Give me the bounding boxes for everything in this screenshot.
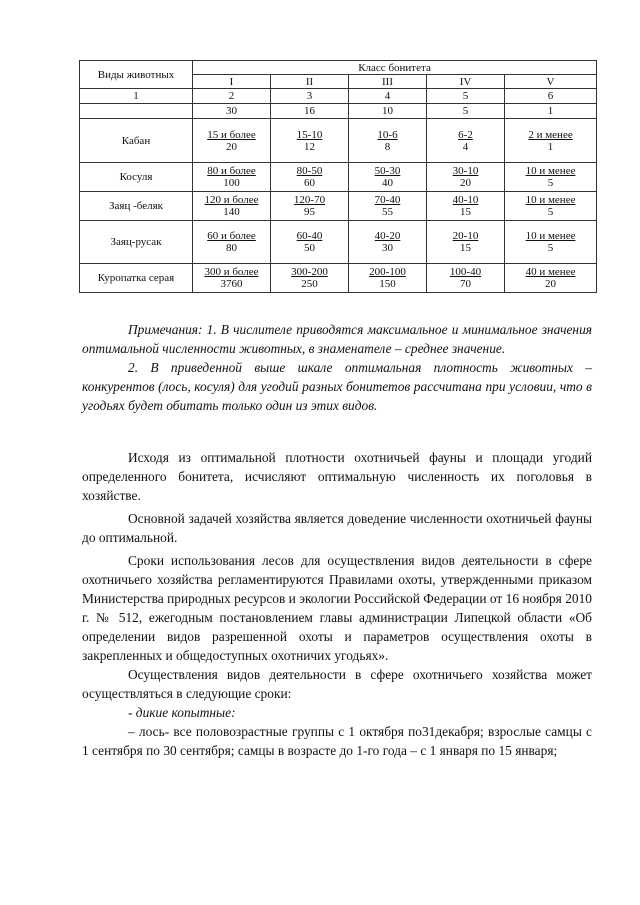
table-notes [82,320,592,415]
area-cell: 1 [505,104,597,119]
paragraph-periods: Осуществления видов деятельности в сфере охотничьего хозяйства может осуществляться в следующие сроки: [82,667,592,701]
density-cell [349,192,427,221]
density-cell [427,221,505,264]
density-avg: 4 [462,140,469,153]
density-cell [505,192,597,221]
density-cell [505,264,597,293]
density-max-min: 40-20 [374,230,401,242]
density-max-min: 50-30 [374,165,401,177]
density-max-min: 10 и менее [525,230,576,242]
density-avg: 70 [459,278,471,290]
density-avg: 55 [381,206,393,218]
animal-name: Куропатка серая [80,264,193,293]
density-avg: 5 [547,206,554,218]
density-max-min: 120-70 [293,194,326,206]
col-number: 5 [427,89,505,104]
density-max-min: 6-2 [458,128,473,141]
density-avg: 8 [384,140,391,153]
animal-name: Заяц -беляк [80,192,193,221]
density-avg: 60 [303,177,315,189]
table-row [80,119,597,163]
density-avg: 20 [545,278,557,290]
density-avg: 5 [547,242,554,254]
class-cell: I [193,75,271,89]
paragraph-optimal-population: Исходя из оптимальной плотности охотничьей фауны и площади угодий определенного бонитета, исчисляют оптимальную численность их поголовья в хозяйстве. [82,450,592,503]
density-max-min: 60 и более [207,230,256,242]
density-cell [193,221,271,264]
animal-name: Косуля [80,163,193,192]
density-max-min: 80-50 [296,165,323,177]
density-max-min: 20-10 [452,230,479,242]
col-number: 6 [505,89,597,104]
density-avg: 3760 [220,278,243,290]
class-cell: II [271,75,349,89]
col-number: 3 [271,89,349,104]
density-max-min: 10 и менее [525,194,576,206]
density-max-min: 80 и более [207,165,256,177]
density-avg: 5 [547,177,554,189]
density-avg: 140 [223,206,240,218]
density-cell [505,221,597,264]
density-avg: 15 [459,242,471,254]
area-cell: 5 [427,104,505,119]
density-avg: 40 [381,177,393,189]
density-cell [271,192,349,221]
density-max-min: 300 и более [204,266,259,278]
class-cell: V [505,75,597,89]
paragraph-hunting-rules: Сроки использования лесов для осуществления видов деятельности в сфере охотничьего хозяйства регламентируются Правилами охоты, утвержденными приказом Министерства природных ресурсов и экологии Российской Федерации от 16 ноября 2010 г. № 512, ежегодным постановлением главы администрации Липецкой области «Об определении видов разрешенной охоты и параметров осуществления охоты в закрепленных и общедоступных охотничих угодьях». [82,553,592,663]
density-max-min: 120 и более [204,194,259,206]
density-cell [349,119,427,163]
density-cell [271,163,349,192]
density-cell [193,192,271,221]
density-max-min: 40-10 [452,194,479,206]
table-row [80,163,597,192]
table-row [80,221,597,264]
area-cell: 10 [349,104,427,119]
density-max-min: 15 и более [207,128,256,141]
body-text [82,448,592,760]
density-avg: 30 [381,242,393,254]
density-cell [271,221,349,264]
area-row [80,104,597,119]
table-row [80,264,597,293]
density-max-min: 70-40 [374,194,401,206]
col-number: 1 [80,89,193,104]
area-cell: 30 [193,104,271,119]
density-cell [349,221,427,264]
density-cell [271,119,349,163]
density-cell [427,163,505,192]
density-avg: 50 [303,242,315,254]
density-max-min: 30-10 [452,165,479,177]
density-avg: 80 [226,242,237,254]
density-max-min: 2 и менее [528,128,573,141]
density-max-min: 40 и менее [525,266,576,278]
density-cell [349,163,427,192]
table-row [80,192,597,221]
density-avg: 12 [303,140,315,153]
density-avg: 100 [223,177,240,189]
density-avg: 1 [547,140,554,153]
animal-name: Кабан [80,119,193,163]
header-animals: Виды животных [80,61,193,89]
density-avg: 250 [301,278,318,290]
header-class: Класс бонитета [193,61,597,75]
density-cell [193,119,271,163]
col-number-row [80,89,597,104]
density-avg: 95 [303,206,315,218]
class-cell: IV [427,75,505,89]
area-cell: 16 [271,104,349,119]
density-max-min: 200-100 [369,266,406,278]
density-cell [505,163,597,192]
density-cell [427,264,505,293]
paragraph-wild-ungulates: - дикие копытные: [128,705,236,720]
note-1: Примечания: 1. В числителе приводятся максимальное и минимальное значения оптимальной численности животных, в знаменателе – среднее значение. [82,322,592,356]
animal-name: Заяц-русак [80,221,193,264]
paragraph-main-task: Основной задачей хозяйства является доведение численности охотничьей фауны до оптимальной. [82,511,592,545]
density-avg: 20 [226,140,237,153]
density-cell [271,264,349,293]
density-cell [193,163,271,192]
density-avg: 150 [379,278,396,290]
density-cell [427,119,505,163]
density-max-min: 10 и менее [525,165,576,177]
density-max-min: 300-200 [291,266,328,278]
density-max-min: 60-40 [296,230,323,242]
class-cell: III [349,75,427,89]
density-cell [193,264,271,293]
col-number: 2 [193,89,271,104]
area-cell [80,104,193,119]
col-number: 4 [349,89,427,104]
density-max-min: 10-6 [377,128,398,141]
density-avg: 20 [459,177,471,189]
density-avg: 15 [459,206,471,218]
density-cell [349,264,427,293]
bonitet-table [79,60,597,293]
paragraph-elk-periods: – лось- все половозрастные группы с 1 октября по31декабря; взрослые самцы с 1 сентября по 30 сентября; самцы в возрасте до 1-го года – с 1 января по 15 января; [82,724,592,758]
density-cell [505,119,597,163]
note-2: 2. В приведенной выше шкале оптимальная плотность животных – конкурентов (лось, косуля) для угодий разных бонитетов рассчитана при условии, что в угодьях будет обитать только один из этих видов. [82,360,592,413]
density-max-min: 100-40 [449,266,482,278]
density-max-min: 15-10 [296,128,323,141]
density-cell [427,192,505,221]
